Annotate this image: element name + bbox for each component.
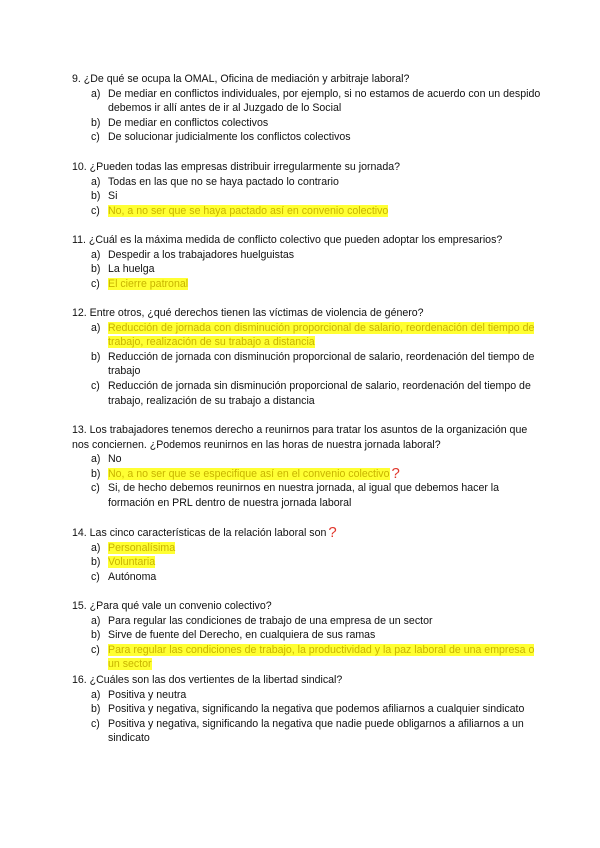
option-letter: a)	[91, 175, 101, 188]
question-text: 10. ¿Pueden todas las empresas distribuir irregularmente su jornada?	[72, 161, 400, 173]
option-letter: b)	[91, 350, 101, 363]
option-text: Positiva y negativa, significando la negativa que nadie puede obligarnos a afiliarnos a un sindicato	[108, 717, 524, 745]
option-letter: a)	[91, 614, 101, 627]
option-b	[72, 702, 542, 717]
option-letter: a)	[91, 541, 101, 554]
highlighted-answer: Para regular las condiciones de trabajo, la productividad y la paz laboral de una empresa o un sector	[108, 643, 535, 671]
option-a	[72, 175, 542, 190]
option-a	[72, 452, 542, 467]
option-letter: a)	[91, 688, 101, 701]
option-b	[72, 464, 542, 482]
option-text: Positiva y negativa, significando la negativa que podemos afiliarnos a cualquier sindicato	[108, 703, 525, 716]
option-letter: b)	[91, 116, 101, 129]
question-9	[72, 72, 542, 145]
option-letter: b)	[91, 467, 101, 480]
option-letter: c)	[91, 482, 100, 495]
highlighted-answer: El cierre patronal	[108, 277, 189, 290]
option-text: De solucionar judicialmente los conflictos colectivos	[108, 131, 351, 144]
question-11	[72, 233, 542, 291]
option-text: De mediar en conflictos individuales, por ejemplo, si no estamos de acuerdo con un despido debemos ir allí antes de ir al Juzgado de lo Social	[108, 87, 541, 115]
option-letter: c)	[91, 717, 100, 730]
option-letter: b)	[91, 629, 101, 642]
option-letter: b)	[91, 703, 101, 716]
question-10	[72, 160, 542, 218]
option-letter: c)	[91, 570, 100, 583]
option-letter: a)	[91, 321, 101, 334]
question-12	[72, 306, 542, 408]
highlighted-answer: Voluntaria	[108, 556, 156, 569]
option-c	[72, 130, 542, 145]
option-c	[72, 379, 542, 408]
option-letter: a)	[91, 453, 101, 466]
option-letter: a)	[91, 87, 101, 100]
option-text: No	[108, 453, 122, 466]
question-13	[72, 423, 542, 511]
question-text: 11. ¿Cuál es la máxima medida de conflicto colectivo que pueden adoptar los empresarios?	[72, 234, 503, 246]
option-b	[72, 189, 542, 204]
option-letter: b)	[91, 190, 101, 203]
option-text: Positiva y neutra	[108, 688, 187, 701]
option-letter: c)	[91, 379, 100, 392]
highlighted-answer: Personalísima	[108, 541, 176, 554]
question-text: 12. Entre otros, ¿qué derechos tienen las víctimas de violencia de género?	[72, 307, 424, 319]
option-text: Si	[108, 190, 118, 203]
option-letter: b)	[91, 263, 101, 276]
option-text: La huelga	[108, 263, 155, 276]
question-16	[72, 673, 542, 746]
option-a	[72, 87, 542, 116]
option-text: Reducción de jornada sin disminución proporcional de salario, reordenación del tiempo de trabajo, realización de su trabajo a distancia	[108, 379, 531, 407]
highlighted-answer: No, a no ser que se haya pactado así en convenio colectivo	[108, 204, 389, 217]
option-text: Para regular las condiciones de trabajo de una empresa de un sector	[108, 614, 433, 627]
option-text: De mediar en conflictos colectivos	[108, 116, 269, 129]
option-b	[72, 628, 542, 643]
option-a	[72, 688, 542, 703]
option-text: Despedir a los trabajadores huelguistas	[108, 248, 295, 261]
option-c	[72, 643, 542, 672]
question-text: 9. ¿De qué se ocupa la OMAL, Oficina de mediación y arbitraje laboral?	[72, 73, 410, 85]
option-c	[72, 204, 542, 219]
option-text: Autónoma	[108, 570, 157, 583]
option-a	[72, 614, 542, 629]
question-mark-annotation: ?	[391, 464, 400, 482]
option-c	[72, 570, 542, 585]
question-text: 16. ¿Cuáles son las dos vertientes de la libertad sindical?	[72, 674, 343, 686]
option-a	[72, 248, 542, 263]
question-text: 15. ¿Para qué vale un convenio colectivo?	[72, 600, 272, 612]
option-text: Sirve de fuente del Derecho, en cualquiera de sus ramas	[108, 629, 376, 642]
highlighted-answer: No, a no ser que se especifique así en el convenio colectivo	[108, 467, 390, 480]
option-a	[72, 321, 542, 350]
question-label: 14. Las cinco características de la relación laboral son	[72, 527, 327, 539]
question-14	[72, 526, 542, 584]
option-b	[72, 262, 542, 277]
option-text: Todas en las que no se haya pactado lo contrario	[108, 175, 339, 188]
question-mark-annotation: ?	[328, 524, 337, 541]
option-a	[72, 541, 542, 556]
option-letter: a)	[91, 248, 101, 261]
highlighted-answer: Reducción de jornada con disminución proporcional de salario, reordenación del tiempo de trabajo, realización de su trabajo a distancia	[108, 321, 535, 349]
question-text	[72, 526, 542, 541]
option-letter: c)	[91, 643, 100, 656]
option-letter: b)	[91, 556, 101, 569]
option-b	[72, 350, 542, 379]
option-text: Reducción de jornada con disminución proporcional de salario, reordenación del tiempo de trabajo	[108, 350, 535, 378]
option-c	[72, 277, 542, 292]
question-text: 13. Los trabajadores tenemos derecho a reunirnos para tratar los asuntos de la organización que nos conciernen. ¿Podemos reunirnos en las horas de nuestra jornada laboral?	[72, 424, 528, 451]
option-letter: c)	[91, 131, 100, 144]
option-b	[72, 116, 542, 131]
option-letter: c)	[91, 277, 100, 290]
option-b	[72, 555, 542, 570]
option-c	[72, 717, 542, 746]
question-15	[72, 599, 542, 672]
option-letter: c)	[91, 204, 100, 217]
option-c	[72, 481, 542, 510]
option-text: Si, de hecho debemos reunirnos en nuestra jornada, al igual que debemos hacer la formación en PRL dentro de nuestra jornada laboral	[108, 482, 500, 509]
